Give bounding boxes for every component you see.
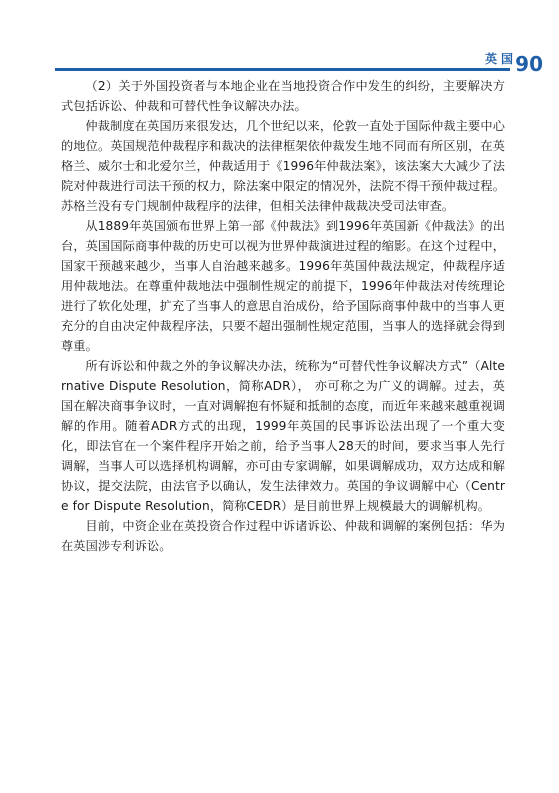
page-number: 90 <box>515 52 543 76</box>
header-rule <box>55 68 510 71</box>
running-header-country: 英国 <box>484 52 517 66</box>
page-header <box>0 0 559 80</box>
body-text <box>61 76 505 556</box>
paragraph-adr: 所有诉讼和仲裁之外的争议解决办法，统称为“可替代性争议解决方式”（Alternative Dispute Resolution，简称ADR）， 亦可称之为广义的调解。过去，英国在解决商事争议时，一直对调解抱有怀疑和抵制的态度，而近年来越来越重视调解的作用。随着ADR方式的出现，1999年英国的民事诉讼法出现了一个重大变化，即法官在一个案件程序开始之前，给予当事人28天的时间，要求当事人先行调解，当事人可以选择机构调解，亦可由专家调解，如果调解成功，双方达成和解协议，提交法院，由法官予以确认，发生法律效力。英国的争议调解中心（Centre for Dispute Resolution，简称CEDR）是目前世界上规模最大的调解机构。 <box>61 359 505 513</box>
paragraph-chinese-enterprise-cases: 目前，中资企业在英投资合作过程中诉诸诉讼、仲裁和调解的案例包括：华为在英国涉专利诉讼。 <box>61 519 505 553</box>
paragraph-arbitration-system: 仲裁制度在英国历来很发达，几个世纪以来，伦敦一直处于国际仲裁主要中心的地位。英国规范仲裁程序和裁决的法律框架依仲裁发生地不同而有所区别，在英格兰、威尔士和北爱尔兰，仲裁适用于《1996年仲裁法案》，该法案大大减少了法院对仲裁进行司法干预的权力，除法案中限定的情况外，法院不得干预仲裁过程。苏格兰没有专门规制仲裁程序的法律，但相关法律仲裁裁决受司法审查。 <box>61 119 505 213</box>
paragraph-dispute-resolution-intro: （2）关于外国投资者与本地企业在当地投资合作中发生的纠纷，主要解决方式包括诉讼、仲裁和可替代性争议解决办法。 <box>61 79 505 113</box>
paragraph-arbitration-history: 从1889年英国颁布世界上第一部《仲裁法》到1996年英国新《仲裁法》的出台，英国国际商事仲裁的历史可以视为世界仲裁演进过程的缩影。在这个过程中，国家干预越来越少，当事人自治越来越多。1996年英国仲裁法规定，仲裁程序适用仲裁地法。在尊重仲裁地法中强制性规定的前提下，1996年仲裁法对传统理论进行了软化处理，扩充了当事人的意思自治成份，给予国际商事仲裁中的当事人更充分的自由决定仲裁程序法，只要不超出强制性规定范围，当事人的选择就会得到尊重。 <box>61 219 505 353</box>
